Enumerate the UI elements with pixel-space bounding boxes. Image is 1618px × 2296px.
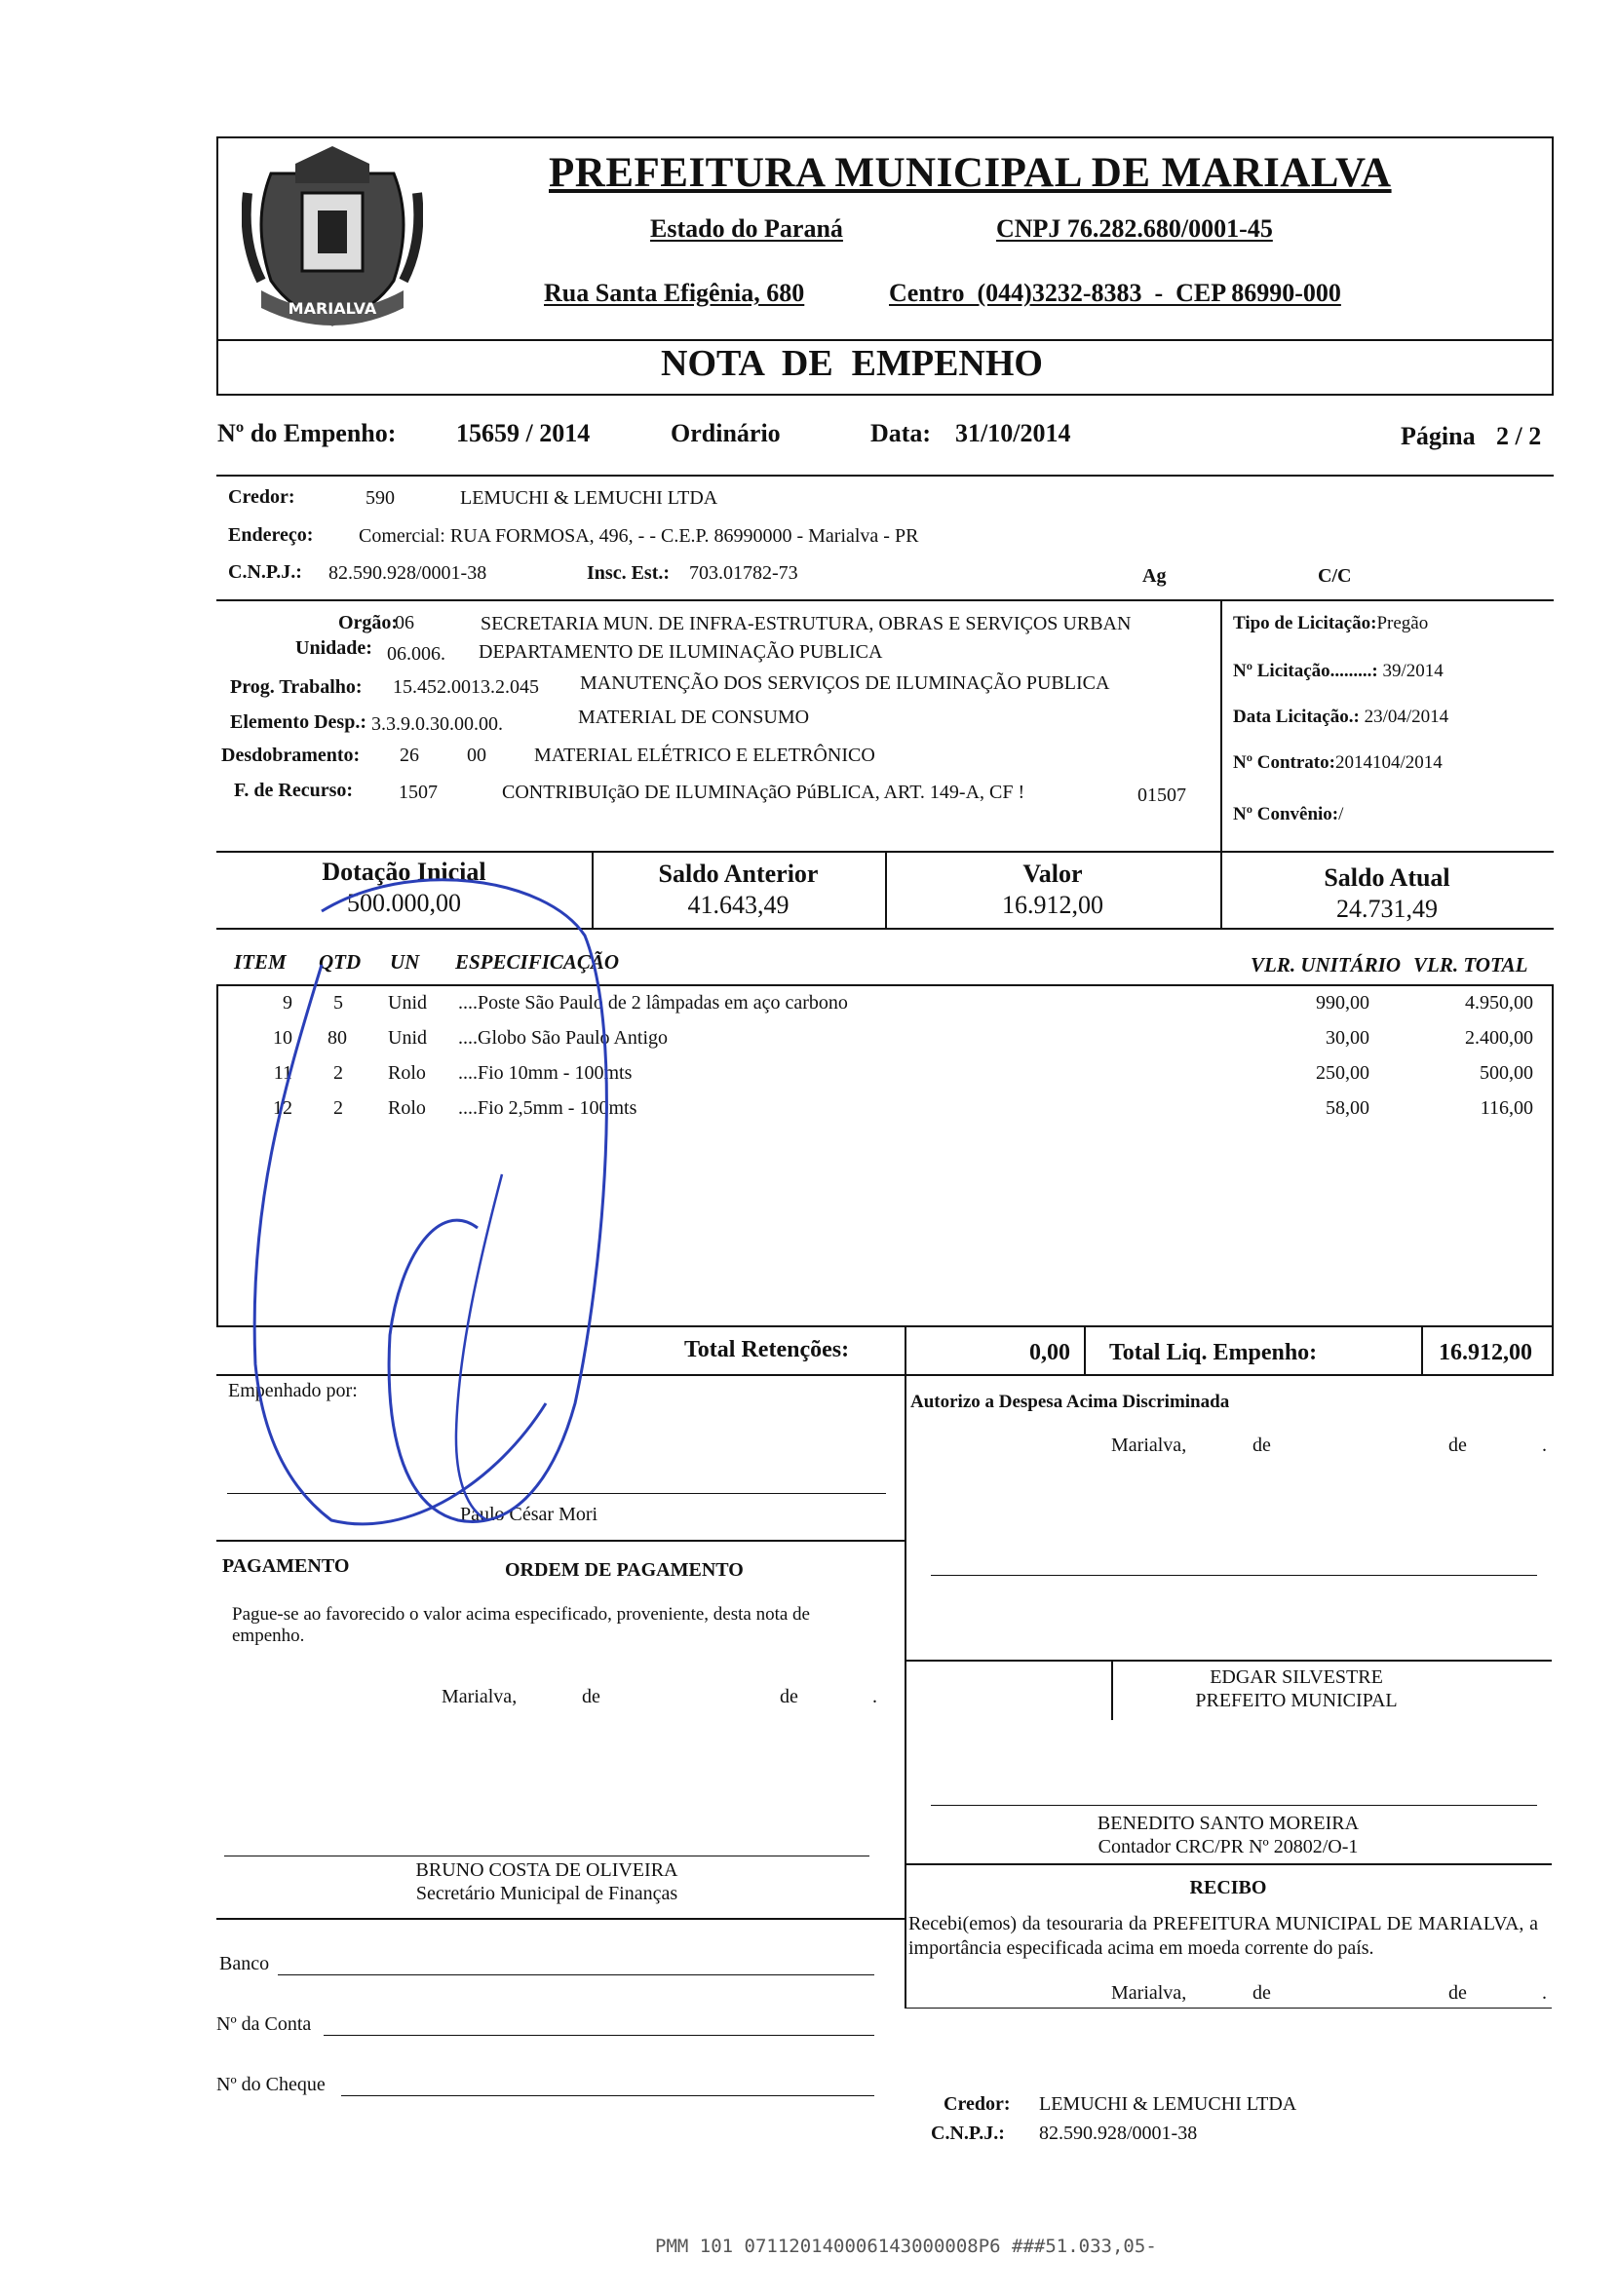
licitacao-contrato: Nº Contrato:2014104/2014 bbox=[1233, 752, 1443, 773]
recurso-name: CONTRIBUIçãO DE ILUMINAçãO PúBLICA, ART. 149-A, CF ! bbox=[502, 782, 1025, 803]
item-unit: Unid bbox=[388, 1027, 427, 1049]
banco-label: Banco bbox=[219, 1953, 270, 1974]
cheque-field[interactable] bbox=[341, 2095, 874, 2096]
cnpj-footer-label: C.N.P.J.: bbox=[931, 2123, 1005, 2144]
credor-footer-name: LEMUCHI & LEMUCHI LTDA bbox=[1039, 2093, 1297, 2115]
contador-signature-line bbox=[931, 1805, 1537, 1806]
item-total: 4.950,00 bbox=[1465, 992, 1533, 1014]
item-total: 2.400,00 bbox=[1465, 1027, 1533, 1049]
item-qty: 2 bbox=[333, 1062, 343, 1084]
credor-name: LEMUCHI & LEMUCHI LTDA bbox=[460, 487, 718, 509]
item-description: ....Fio 2,5mm - 100mts bbox=[458, 1097, 637, 1119]
empenho-type: Ordinário bbox=[671, 419, 781, 447]
empenho-number: 15659 / 2014 bbox=[456, 419, 591, 447]
autorizo-text: Autorizo a Despesa Acima Discriminada bbox=[910, 1392, 1230, 1412]
divider-7 bbox=[216, 1374, 1554, 1376]
credor-label: Credor: bbox=[228, 486, 295, 508]
place-date-2-dot: . bbox=[872, 1686, 877, 1707]
valor-label: Valor bbox=[1022, 860, 1083, 888]
item-description: ....Poste São Paulo de 2 lâmpadas em aço carbono bbox=[458, 992, 848, 1014]
col-qtd: QTD bbox=[319, 950, 362, 974]
street-address: Rua Santa Efigênia, 680 bbox=[544, 279, 805, 307]
document-title: NOTA DE EMPENHO bbox=[661, 343, 1043, 384]
divider-4 bbox=[216, 928, 1554, 930]
liq-value: 16.912,00 bbox=[1439, 1340, 1532, 1365]
place-date-1-de2: de bbox=[1448, 1435, 1467, 1456]
desdobramento-label: Desdobramento: bbox=[221, 745, 361, 766]
place-date-1-de1: de bbox=[1252, 1435, 1271, 1456]
budget-divider bbox=[1220, 599, 1222, 853]
licitacao-convenio: Nº Convênio:/ bbox=[1233, 804, 1344, 824]
place-date-2-de1: de bbox=[582, 1686, 600, 1707]
credor-code: 590 bbox=[366, 487, 395, 509]
item-unit-price: 58,00 bbox=[1326, 1097, 1369, 1119]
crest-logo bbox=[242, 134, 423, 339]
recurso-label: F. de Recurso: bbox=[234, 780, 354, 801]
col-un: UN bbox=[390, 950, 420, 974]
insc-label: Insc. Est.: bbox=[587, 562, 671, 584]
cc-label: C/C bbox=[1318, 565, 1352, 587]
item-number: 10 bbox=[273, 1027, 292, 1049]
item-qty: 2 bbox=[333, 1097, 343, 1119]
col-item: ITEM bbox=[234, 950, 287, 974]
item-qty: 80 bbox=[327, 1027, 347, 1049]
saldo-anterior-value: 41.643,49 bbox=[687, 891, 790, 919]
item-number: 12 bbox=[273, 1097, 292, 1119]
divider-9 bbox=[905, 1660, 1552, 1662]
saldo-atual-value: 24.731,49 bbox=[1336, 895, 1438, 923]
saldo-anterior-label: Saldo Anterior bbox=[658, 860, 819, 888]
place-date-2-de2: de bbox=[780, 1686, 798, 1707]
page-number: 2 / 2 bbox=[1496, 422, 1542, 450]
item-unit-price: 30,00 bbox=[1326, 1027, 1369, 1049]
place-date-2-city: Marialva, bbox=[442, 1686, 518, 1707]
cnpj-header: CNPJ 76.282.680/0001-45 bbox=[996, 214, 1273, 243]
footer-stamp: PMM 101 071120140006143000008P6 ###51.033,05- bbox=[655, 2236, 1157, 2257]
item-description: ....Globo São Paulo Antigo bbox=[458, 1027, 669, 1049]
saldo-atual-label: Saldo Atual bbox=[1324, 863, 1450, 892]
orgao-label: Orgão: bbox=[338, 612, 399, 633]
empenhado-signature-line bbox=[227, 1493, 886, 1494]
divider-5 bbox=[216, 984, 1554, 986]
place-date-3-dot: . bbox=[1542, 1982, 1547, 2004]
empenhado-name: Paulo César Mori bbox=[460, 1504, 598, 1525]
table-row bbox=[0, 1097, 1618, 1129]
divider-8 bbox=[216, 1540, 905, 1542]
conta-label: Nº da Conta bbox=[216, 2013, 312, 2035]
valor-value: 16.912,00 bbox=[1002, 891, 1103, 919]
prog-label: Prog. Trabalho: bbox=[230, 676, 363, 698]
prog-name: MANUTENÇÃO DOS SERVIÇOS DE ILUMINAÇÃO PUBLICA bbox=[580, 672, 1110, 694]
contador-name: BENEDITO SANTO MOREIRA bbox=[1097, 1813, 1360, 1834]
empenho-number-label: Nº do Empenho: bbox=[217, 419, 397, 447]
cheque-label: Nº do Cheque bbox=[216, 2074, 326, 2095]
conta-field[interactable] bbox=[324, 2035, 874, 2036]
item-total: 116,00 bbox=[1480, 1097, 1533, 1119]
item-total: 500,00 bbox=[1480, 1062, 1533, 1084]
cnpj-footer-value: 82.590.928/0001-38 bbox=[1039, 2123, 1198, 2144]
elemento-name: MATERIAL DE CONSUMO bbox=[578, 707, 810, 728]
prog-code: 15.452.0013.2.045 bbox=[393, 676, 539, 698]
divider-10 bbox=[905, 1863, 1552, 1865]
licitacao-data: Data Licitação.: 23/04/2014 bbox=[1233, 707, 1449, 727]
col-vlr-total: VLR. TOTAL bbox=[1413, 953, 1528, 976]
empenho-date: 31/10/2014 bbox=[955, 419, 1071, 447]
secretario-name: BRUNO COSTA DE OLIVEIRA bbox=[415, 1859, 678, 1881]
orgao-code: 06 bbox=[395, 612, 414, 633]
page-label: Página bbox=[1401, 422, 1476, 450]
col-espec: ESPECIFICAÇÃO bbox=[455, 950, 620, 974]
recibo-text: Recebi(emos) da tesouraria da PREFEITURA MUNICIPAL DE MARIALVA, a importância especificada acima em moeda corrente do país. bbox=[908, 1913, 1538, 1959]
unidade-name: DEPARTAMENTO DE ILUMINAÇÃO PUBLICA bbox=[479, 641, 883, 663]
divider-2 bbox=[216, 599, 1554, 601]
divider-6 bbox=[216, 1325, 1554, 1327]
item-unit-price: 250,00 bbox=[1316, 1062, 1369, 1084]
place-date-3-de1: de bbox=[1252, 1982, 1271, 2004]
recurso-code2: 01507 bbox=[1137, 784, 1186, 806]
totals-sep-1 bbox=[1084, 1325, 1086, 1374]
licitacao-tipo: Tipo de Licitação:Pregão bbox=[1233, 613, 1429, 633]
contador-title: Contador CRC/PR Nº 20802/O-1 bbox=[1098, 1836, 1359, 1857]
prefeito-signature-line bbox=[931, 1575, 1537, 1576]
item-unit: Unid bbox=[388, 992, 427, 1014]
unidade-code: 06.006. bbox=[387, 643, 445, 665]
item-qty: 5 bbox=[333, 992, 343, 1014]
table-row bbox=[0, 992, 1618, 1023]
district-phone: Centro (044)3232-8383 - CEP 86990-000 bbox=[889, 279, 1341, 307]
pague-text: Pague-se ao favorecido o valor acima especificado, proveniente, desta nota de empenho. bbox=[232, 1604, 810, 1646]
item-number: 11 bbox=[273, 1062, 292, 1084]
table-row bbox=[0, 1062, 1618, 1093]
retencoes-value: 0,00 bbox=[1029, 1340, 1070, 1365]
item-unit: Rolo bbox=[388, 1097, 426, 1119]
unidade-label: Unidade: bbox=[295, 637, 372, 659]
elemento-code: 3.3.9.0.30.00.00. bbox=[371, 713, 503, 735]
prefeito-name: EDGAR SILVESTRE bbox=[1210, 1666, 1383, 1688]
dotacao-label: Dotação Inicial bbox=[322, 858, 486, 886]
table-row bbox=[0, 1027, 1618, 1058]
totals-right-border bbox=[1552, 1325, 1554, 1374]
item-number: 9 bbox=[283, 992, 292, 1014]
dotacao-value: 500.000,00 bbox=[347, 889, 461, 917]
orgao-name: SECRETARIA MUN. DE INFRA-ESTRUTURA, OBRAS E SERVIÇOS URBAN bbox=[481, 613, 1132, 634]
empenhado-label: Empenhado por: bbox=[228, 1380, 358, 1401]
credor-footer-label: Credor: bbox=[944, 2093, 1011, 2115]
endereco-label: Endereço: bbox=[228, 524, 314, 546]
desdobramento-name: MATERIAL ELÉTRICO E ELETRÔNICO bbox=[534, 745, 875, 766]
desdobramento-code2: 00 bbox=[467, 745, 486, 766]
pagamento-label: PAGAMENTO bbox=[222, 1555, 350, 1577]
divider-11 bbox=[216, 1918, 905, 1920]
place-date-3-city: Marialva, bbox=[1111, 1982, 1187, 2004]
header-divider bbox=[216, 339, 1554, 341]
retencoes-label: Total Retenções: bbox=[684, 1337, 850, 1362]
desdobramento-code1: 26 bbox=[400, 745, 419, 766]
ordem-pagamento-label: ORDEM DE PAGAMENTO bbox=[505, 1559, 744, 1581]
svg-text:MARIALVA: MARIALVA bbox=[288, 299, 377, 318]
municipality-title: PREFEITURA MUNICIPAL DE MARIALVA bbox=[549, 150, 1392, 196]
licitacao-numero: Nº Licitação.........: 39/2014 bbox=[1233, 661, 1444, 681]
recibo-signature-line bbox=[905, 2008, 1552, 2009]
recibo-label: RECIBO bbox=[1189, 1877, 1267, 1898]
item-description: ....Fio 10mm - 100mts bbox=[458, 1062, 633, 1084]
ag-label: Ag bbox=[1142, 565, 1167, 587]
insc-value: 703.01782-73 bbox=[689, 562, 798, 584]
center-divider bbox=[905, 1325, 906, 2008]
date-label: Data: bbox=[870, 419, 932, 447]
divider-1 bbox=[216, 475, 1554, 477]
recurso-code: 1507 bbox=[399, 782, 438, 803]
cnpj-value: 82.590.928/0001-38 bbox=[328, 562, 487, 584]
prefeito-title: PREFEITO MUNICIPAL bbox=[1195, 1690, 1398, 1711]
item-unit: Rolo bbox=[388, 1062, 426, 1084]
elemento-label: Elemento Desp.: bbox=[230, 711, 366, 733]
item-unit-price: 990,00 bbox=[1316, 992, 1369, 1014]
banco-field[interactable] bbox=[278, 1974, 874, 1975]
state-name: Estado do Paraná bbox=[650, 214, 843, 243]
place-date-3-de2: de bbox=[1448, 1982, 1467, 2004]
col-vlr-unit: VLR. UNITÁRIO bbox=[1251, 953, 1402, 976]
place-date-1-dot: . bbox=[1542, 1435, 1547, 1456]
place-date-1-city: Marialva, bbox=[1111, 1435, 1187, 1456]
liq-label: Total Liq. Empenho: bbox=[1109, 1340, 1318, 1365]
endereco: Comercial: RUA FORMOSA, 496, - - C.E.P. 86990000 - Marialva - PR bbox=[359, 525, 919, 547]
secretario-title: Secretário Municipal de Finanças bbox=[415, 1883, 678, 1904]
cnpj-label: C.N.P.J.: bbox=[228, 561, 302, 583]
